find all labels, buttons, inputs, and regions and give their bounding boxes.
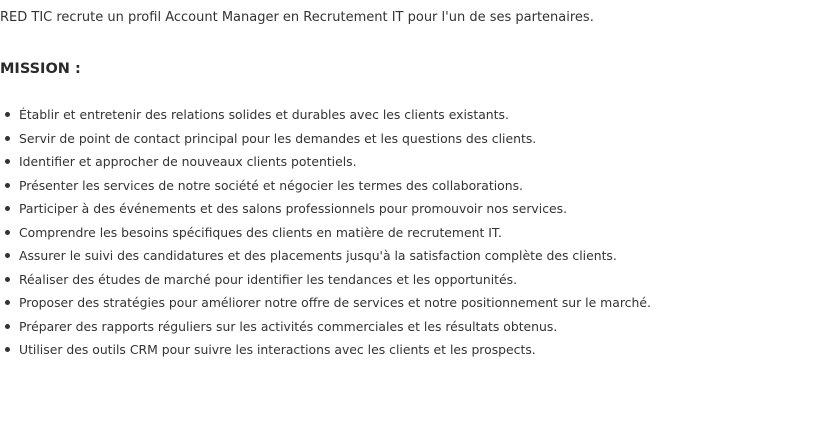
list-item-text: Identifier et approcher de nouveaux clients potentiels. — [19, 154, 357, 169]
list-item — [0, 130, 651, 154]
bullet-icon — [5, 277, 10, 282]
list-item — [0, 318, 651, 342]
bullet-icon — [5, 230, 10, 235]
bullet-icon — [5, 159, 10, 164]
list-item-text: Préparer des rapports réguliers sur les activités commerciales et les résultats obtenus. — [19, 318, 558, 334]
bullet-icon — [5, 206, 10, 211]
list-item — [0, 200, 651, 224]
list-item-text: Comprendre les besoins spécifiques des clients en matière de recrutement IT. — [19, 224, 502, 240]
list-item — [0, 271, 651, 295]
list-item — [0, 247, 651, 271]
list-item — [0, 153, 651, 177]
bullet-icon — [5, 347, 10, 352]
list-item — [0, 341, 651, 365]
list-item-text: Utiliser des outils CRM pour suivre les interactions avec les clients et les prospects. — [19, 342, 536, 357]
list-item — [0, 177, 651, 201]
list-item-text: Réaliser des études de marché pour identifier les tendances et les opportunités. — [19, 271, 518, 287]
list-item — [0, 224, 651, 248]
mission-heading: MISSION : — [0, 61, 81, 77]
list-item-text: Servir de point de contact principal pour les demandes et les questions des clients. — [19, 130, 537, 146]
bullet-icon — [5, 183, 10, 188]
bullet-icon — [5, 324, 10, 329]
bullet-icon — [5, 112, 10, 117]
list-item-text: Assurer le suivi des candidatures et des placements jusqu'à la satisfaction complète des clients. — [19, 248, 617, 263]
list-item-text: Proposer des stratégies pour améliorer notre offre de services et notre positionnement sur le marché. — [19, 295, 651, 310]
bullet-icon — [5, 300, 10, 305]
list-item-text: Participer à des événements et des salons professionnels pour promouvoir nos services. — [19, 201, 568, 216]
bullet-icon — [5, 253, 10, 258]
bullet-icon — [5, 136, 10, 141]
list-item-text: Établir et entretenir des relations solides et durables avec les clients existants. — [19, 107, 509, 122]
list-item-text: Présenter les services de notre société et négocier les termes des collaborations. — [19, 177, 523, 193]
list-item — [0, 294, 651, 318]
list-item — [0, 106, 651, 130]
mission-list — [0, 106, 651, 365]
intro-text: RED TIC recrute un profil Account Manager en Recrutement IT pour l'un de ses partenaires. — [0, 10, 594, 25]
